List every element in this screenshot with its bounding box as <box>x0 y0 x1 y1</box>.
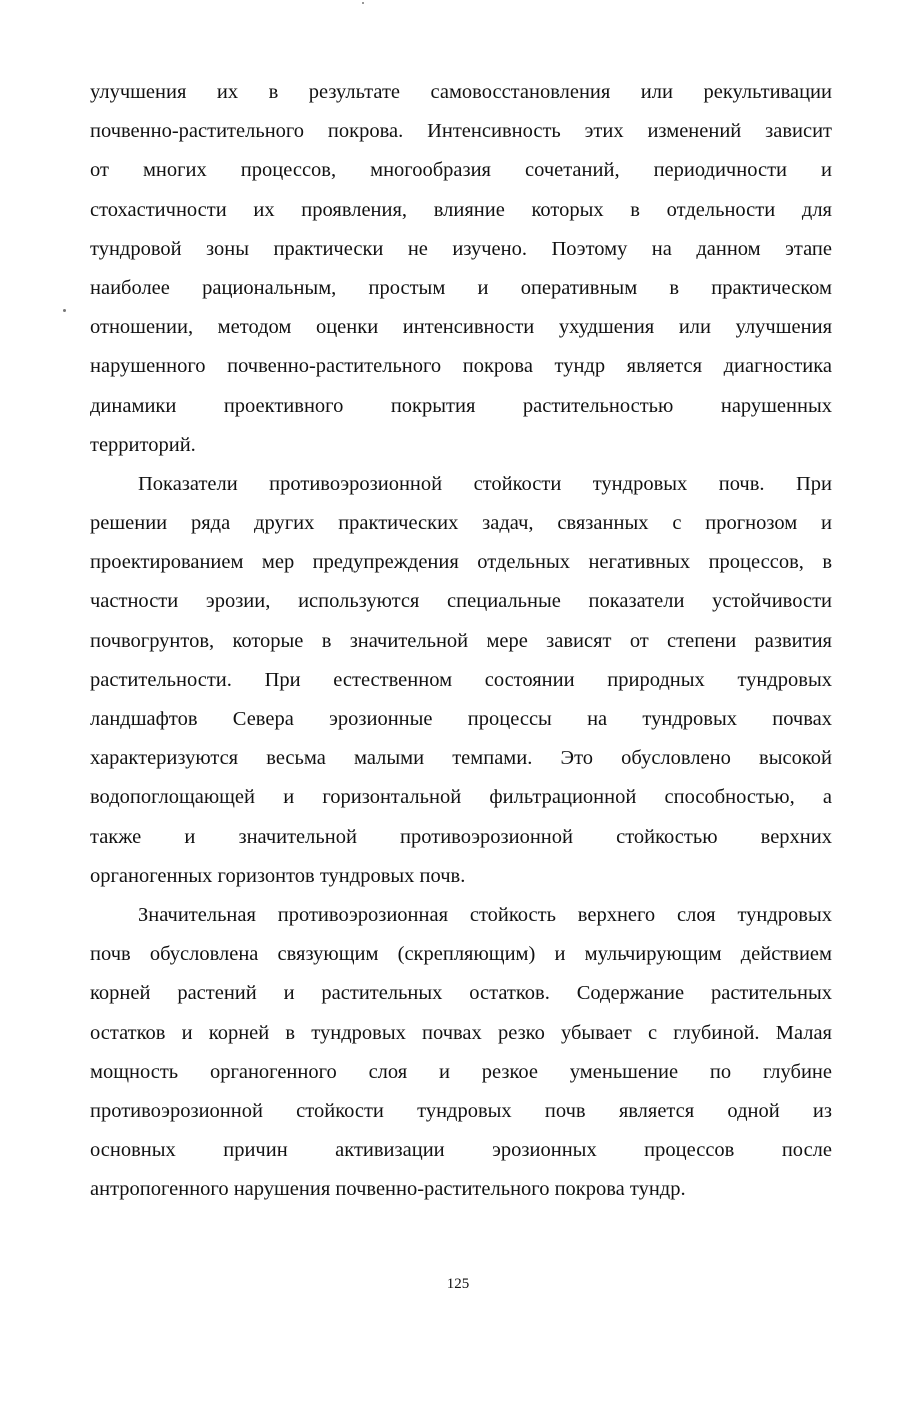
text-line: мощность органогенного слоя и резкое уменьшение по глубине <box>90 1060 832 1083</box>
text-line: почвенно-растительного покрова. Интенсивность этих изменений зависит <box>90 120 832 143</box>
text-line: ландшафтов Севера эрозионные процессы на тундровых почвах <box>90 708 832 730</box>
text-line: частности эрозии, используются специальные показатели устойчивости <box>90 590 832 613</box>
text-line: остатков и корней в тундровых почвах резко убывает с глубиной. Малая <box>90 1021 832 1044</box>
text-line: Показатели противоэрозионной стойкости тундровых почв. При <box>138 472 832 495</box>
text-line: наиболее рациональным, простым и оперативным в практическом <box>90 276 832 299</box>
text-line: органогенных горизонтов тундровых почв. <box>90 864 466 887</box>
text-line: отношении, методом оценки интенсивности ухудшения или улучшения <box>90 316 832 339</box>
text-line: территорий. <box>90 433 196 456</box>
text-line: основных причин активизации эрозионных процессов после <box>90 1139 832 1162</box>
text-line: проектированием мер предупреждения отдельных негативных процессов, в <box>90 551 832 574</box>
body-text <box>90 73 832 1209</box>
text-line: противоэрозионной стойкости тундровых почв является одной из <box>90 1099 832 1122</box>
text-line: почв обусловлена связующим (скрепляющим) и мульчирующим действием <box>90 943 832 966</box>
paragraph <box>90 73 832 465</box>
text-line: стохастичности их проявления, влияние которых в отдельности для <box>90 198 832 221</box>
page-number: 125 <box>446 1276 470 1292</box>
text-line: растительности. При естественном состоянии природных тундровых <box>90 668 832 691</box>
text-line: нарушенного почвенно-растительного покрова тундр является диагностика <box>90 355 832 378</box>
scan-speck <box>362 2 364 4</box>
paragraph <box>90 896 832 1210</box>
text-line: также и значительной противоэрозионной стойкостью верхних <box>90 825 832 848</box>
text-line: водопоглощающей и горизонтальной фильтрационной способностью, а <box>90 786 832 809</box>
text-line: корней растений и растительных остатков. Содержание растительных <box>90 982 832 1005</box>
text-line: почвогрунтов, которые в значительной мере зависят от степени развития <box>90 629 832 652</box>
text-line: тундровой зоны практически не изучено. Поэтому на данном этапе <box>90 237 832 260</box>
text-line: от многих процессов, многообразия сочетаний, периодичности и <box>90 159 832 182</box>
text-line: динамики проективного покрытия растительностью нарушенных <box>90 394 832 417</box>
text-line: антропогенного нарушения почвенно-растительного покрова тундр. <box>90 1178 686 1201</box>
text-line: Значительная противоэрозионная стойкость верхнего слоя тундровых <box>138 903 832 926</box>
text-line: улучшения их в результате самовосстановления или рекультивации <box>90 81 832 103</box>
text-line: характеризуются весьма малыми темпами. Это обусловлено высокой <box>90 747 832 770</box>
text-line: решении ряда других практических задач, связанных с прогнозом и <box>90 512 832 535</box>
paragraph <box>90 465 832 896</box>
scan-speck <box>63 309 66 312</box>
